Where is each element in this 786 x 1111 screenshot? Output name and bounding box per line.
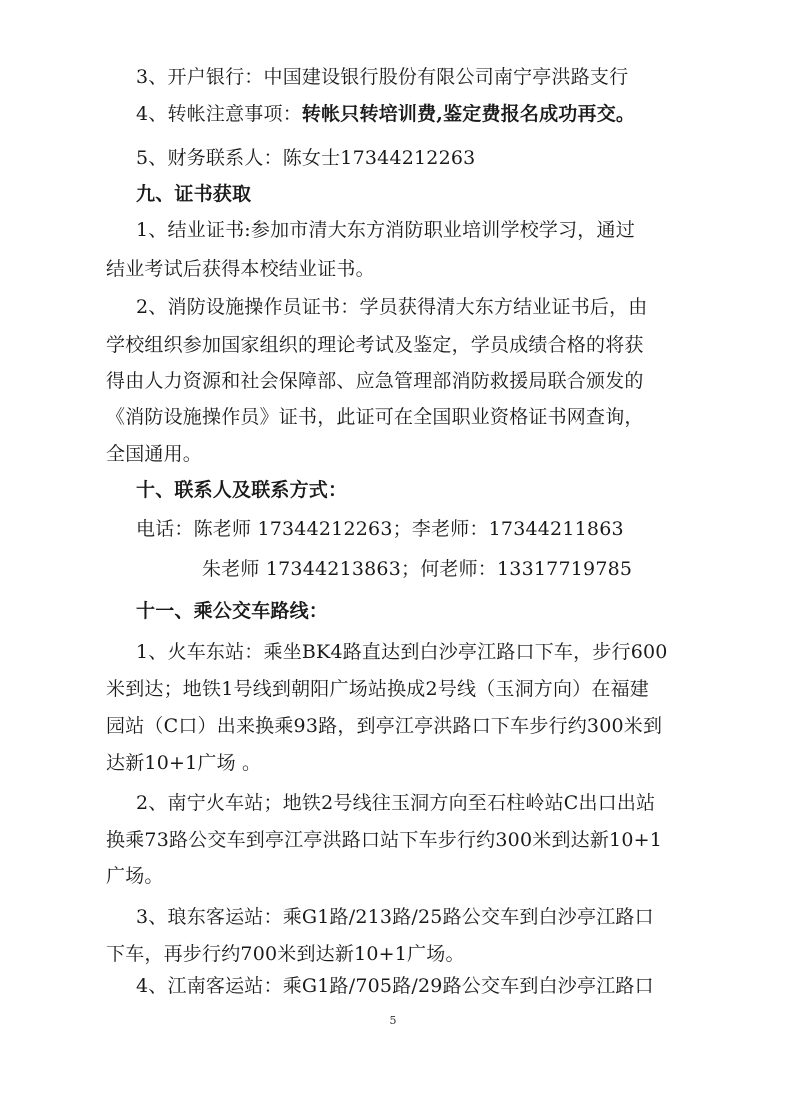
phone-line-1: 电话：陈老师 17344212263；李老师：17344211863: [136, 518, 624, 540]
section9-item1-line2: 结业考试后获得本校结业证书。: [106, 258, 375, 280]
route1-line2: 米到达；地铁1号线到朝阳广场站换成2号线（玉洞方向）在福建: [106, 678, 649, 700]
transfer-note-line: [136, 101, 635, 127]
route1-line1: 1、火车东站：乘坐BK4路直达到白沙亭江路口下车，步行600: [136, 641, 668, 663]
page-number: 5: [389, 1014, 397, 1027]
section10-title: 十、联系人及联系方式：: [136, 479, 348, 501]
bank-label: 3、开户银行：: [136, 66, 264, 88]
route2-line1: 2、南宁火车站；地铁2号线往玉洞方向至石柱岭站C出口出站: [136, 792, 656, 814]
bank-value: 中国建设银行股份有限公司南宁亭洪路支行: [263, 66, 629, 88]
section9-title: 九、证书获取: [136, 183, 252, 205]
route1-line4: 达新10+1广场 。: [106, 752, 262, 774]
section9-item2-line5: 全国通用。: [106, 443, 203, 465]
transfer-note-label: 4、转帐注意事项：: [136, 103, 302, 125]
section9-item2-line3: 得由人力资源和社会保障部、应急管理部消防救援局联合颁发的: [106, 370, 644, 392]
route2-line2: 换乘73路公交车到亭江亭洪路口站下车步行约300米到达新10+1: [106, 829, 663, 851]
section9-item2-line1: 2、消防设施操作员证书：学员获得清大东方结业证书后，由: [136, 296, 648, 318]
route2-line3: 广场。: [106, 865, 164, 887]
section9-item2-line2: 学校组织参加国家组织的理论考试及鉴定，学员成绩合格的将获: [106, 334, 644, 356]
phone-line-2: 朱老师 17344213863；何老师：13317719785: [202, 558, 633, 580]
route3-line1: 3、琅东客运站：乘G1路/213路/25路公交车到白沙亭江路口: [136, 906, 654, 928]
finance-contact-line: 5、财务联系人：陈女士17344212263: [136, 147, 476, 169]
section11-title: 十一、乘公交车路线：: [136, 600, 329, 622]
route1-line3: 园站（C口）出来换乘93路，到亭江亭洪路口下车步行约300米到: [106, 715, 663, 737]
route4-line1: 4、江南客运站：乘G1路/705路/29路公交车到白沙亭江路口: [136, 975, 654, 997]
section9-item1-line1: 1、结业证书:参加市清大东方消防职业培训学校学习，通过: [136, 219, 635, 241]
transfer-note-value: 转帐只转培训费,鉴定费报名成功再交。: [301, 103, 636, 125]
bank-line: [136, 64, 628, 90]
route3-line2: 下车，再步行约700米到达新10+1广场。: [106, 943, 465, 965]
section9-item2-line4: 《消防设施操作员》证书，此证可在全国职业资格证书网查询，: [106, 406, 644, 428]
